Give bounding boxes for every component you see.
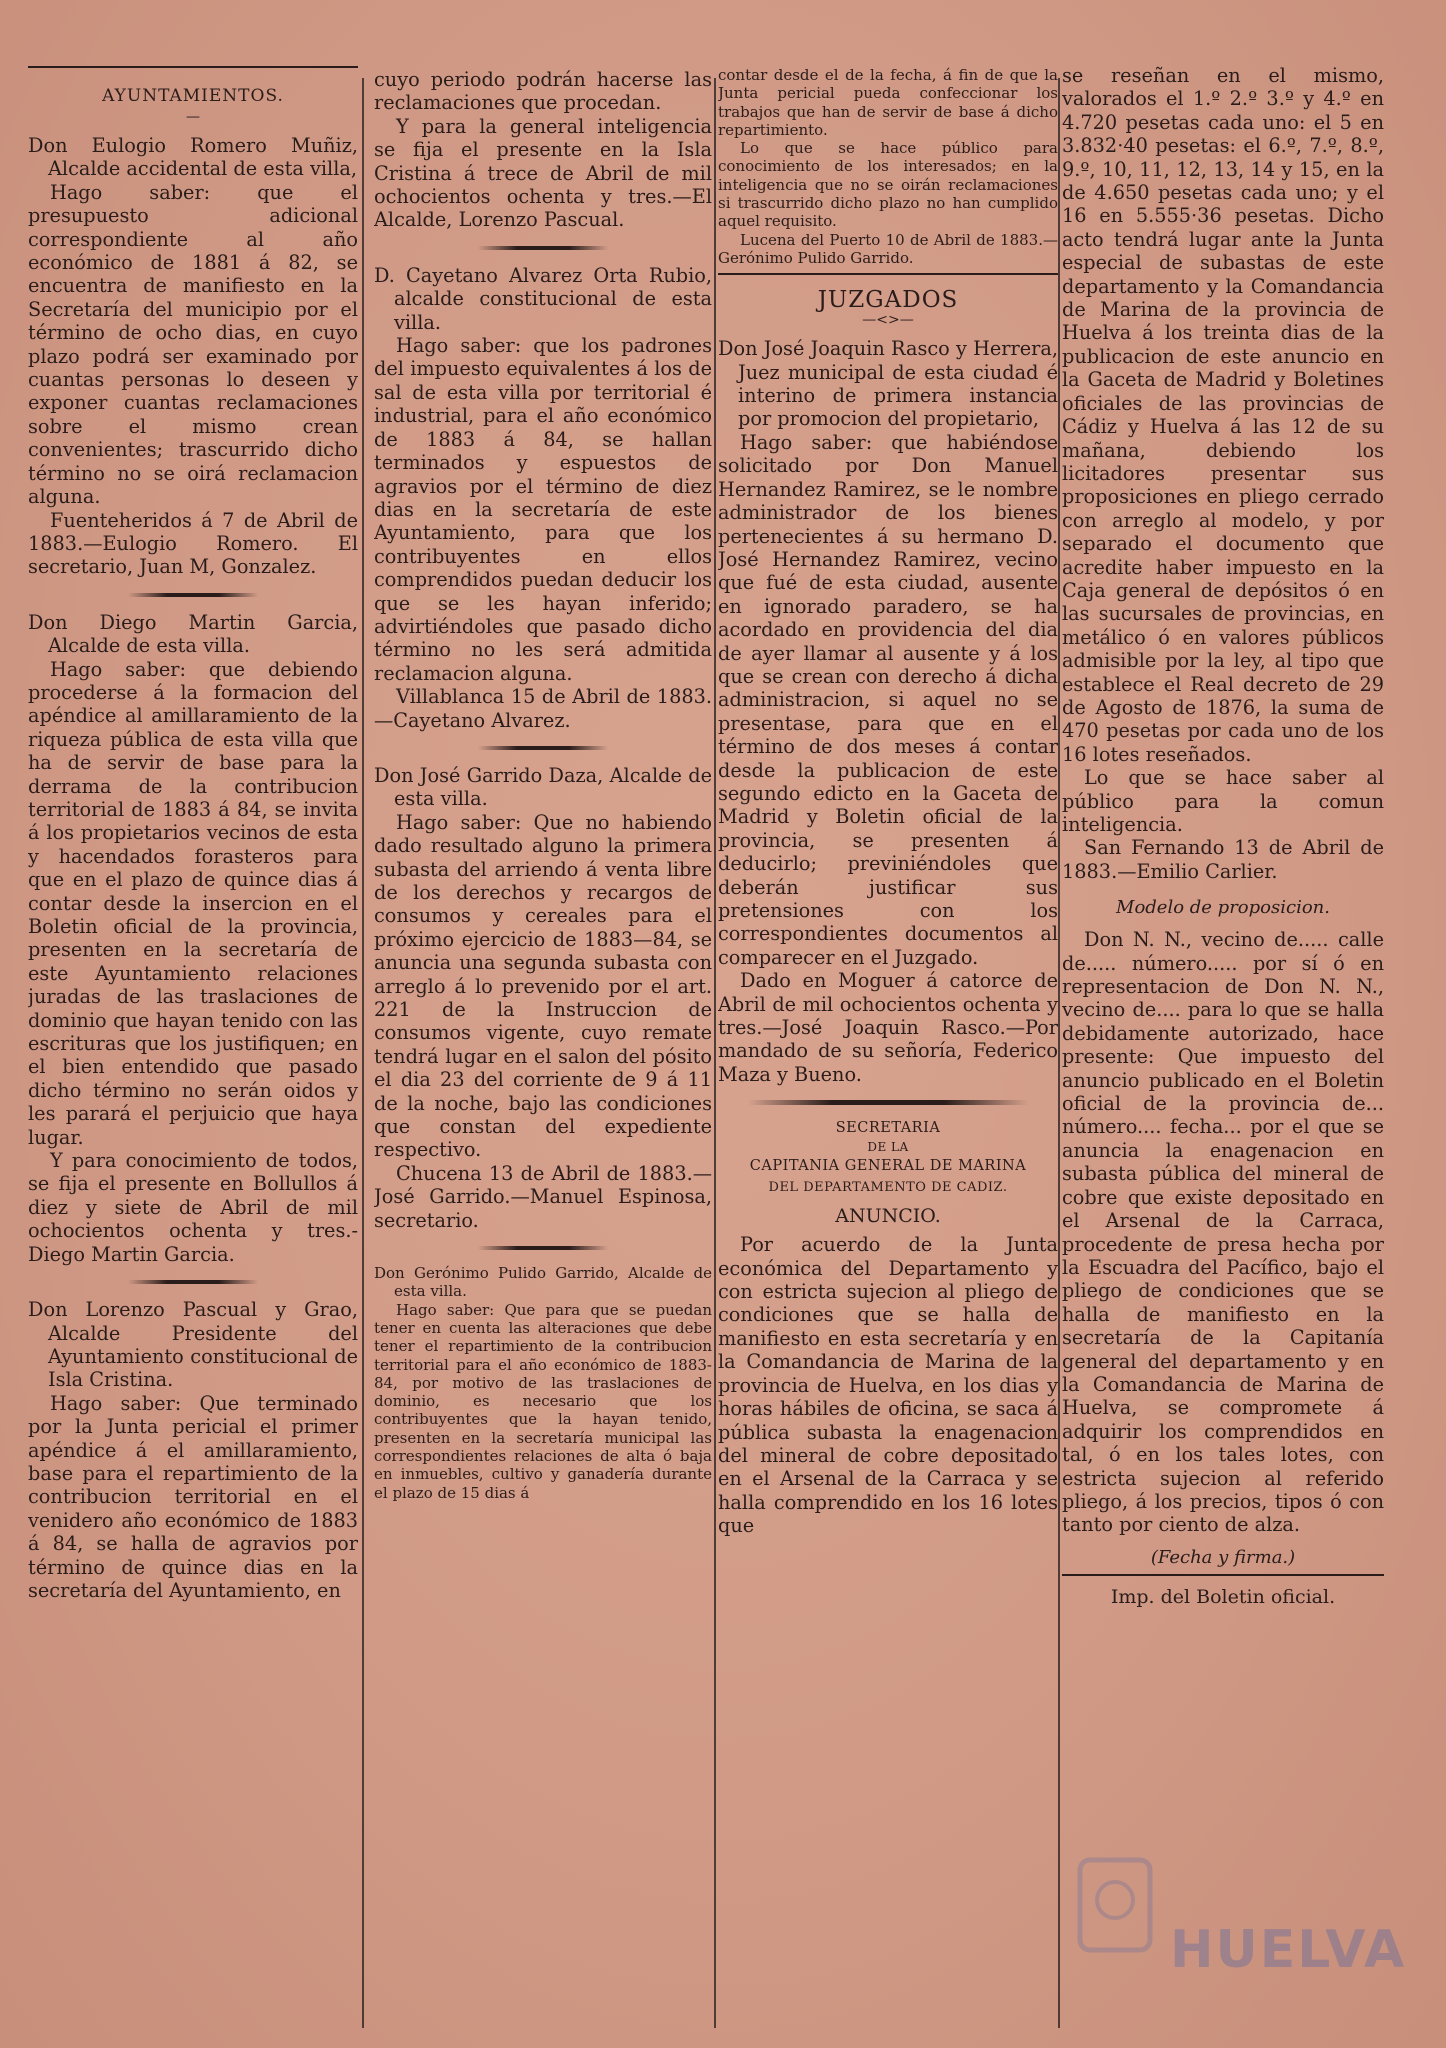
section-dash: — [186, 109, 200, 125]
article-paragraph: Lo que se hace saber al público para la comun inteligencia. [1062, 766, 1384, 836]
article-paragraph: Hago saber: que debiendo procederse á la formacion del apéndice al amillaramiento de la riqueza pública de esta villa que ha de servir de base para la derrama de la contribucion territorial de 1883 á 84, se invita á los propietarios vecinos de esta y hacendados forasteros para que en el plazo de quince dias á contar desde la insercion en el Boletin oficial de la provincia, presenten en la secretaría de este Ayuntamiento relaciones juradas de las traslaciones de dominio que hayan tenido con las escrituras que los justifiquen; en el bien entendido que pasado dicho término no serán oidos y les parará el perjuicio que haya lugar. [28, 657, 358, 1149]
article-signature: Lucena del Puerto 10 de Abril de 1883.—Gerónimo Pulido Garrido. [718, 230, 1058, 267]
article-paragraph: Don N. N., vecino de..... calle de..... número..... por sí ó en representacion de Don N. N., vecino de.... para lo que se halla debidamente autorizado, hace presente: Que impuesto del anuncio publicado en el Boletin oficial de la provincia de... número.... fecha... por el que se anuncia la enagenacion en subasta pública del mineral de cobre que existe depositado en el Arsenal de la Carraca, procedente de presa hecha por la Escuadra del Pacífico, bajo el pliego de condiciones que se halla de manifiesto en la secretaría de la Capitanía general del departamento y en la Comandancia de Marina de Huelva, se compromete á adquirir los comprendidos en tal, ó en los tales lotes, con estricta sujecion al referido pliego, á los precios, tipos ó con tanto por ciento de alza. [1062, 928, 1384, 1537]
section-title-ayuntamientos: AYUNTAMIENTOS. [102, 86, 284, 106]
secretaria-line: SECRETARIA [835, 1120, 941, 1137]
column-3 [718, 60, 1058, 2020]
article-anuncio-cont [1062, 64, 1384, 883]
article-paragraph: Hago saber: que habiéndose solicitado por Don Manuel Hernandez Ramirez, se le nombre administrador de los bienes pertenecientes á su hermano D. José Hernandez Ramirez, vecino que fué de esta ciudad, ausente en ignorado paradero, se ha acordado en providencia del dia de ayer llamar al ausente y á los que se crean con derecho á dicha administracion, si aquel no se presentase, para que en el término de dos meses á contar desde la publicacion de este segundo edicto en la Gaceta de Madrid y Boletin oficial de la provincia, se presenten á deducirlo; previniéndoles que deberán justificar sus pretensiones con los correspondientes documentos al comparecer en el Juzgado. [718, 430, 1058, 969]
separator-ornament [478, 1246, 608, 1250]
top-rule [28, 66, 358, 68]
article-heading: Don Lorenzo Pascual y Grao, Alcalde Presidente del Ayuntamiento constitucional de Isla Cristina. [28, 1298, 358, 1392]
article-paragraph: Hago saber: Que terminado por la Junta pericial el primer apéndice á el amillaramiento, base para el repartimiento de la contribucion territorial en el venidero año económico de 1883 á 84, se halla de agravios por término de quince dias en la secretaría del Ayuntamiento, en [28, 1391, 358, 1602]
article-continuation: contar desde el de la fecha, á fin de que la Junta pericial pueda confeccionar los trabajos que han de servir de base á dicho repartimiento. [718, 66, 1058, 139]
section-dash: —<>— [862, 312, 914, 329]
article-lucena-cont [718, 66, 1058, 267]
modelo-title: Modelo de proposicion. [1116, 897, 1330, 919]
separator-ornament [478, 746, 608, 750]
article-chucena [374, 764, 712, 1232]
article-heading: Don José Joaquin Rasco y Herrera, Juez municipal de esta ciudad é interino de primera instancia por promocion del propietario, [718, 337, 1058, 431]
article-isla-cristina [28, 1298, 358, 1602]
column-2 [374, 60, 712, 2020]
secretaria-line: CAPITANIA GENERAL DE MARINA [749, 1158, 1027, 1175]
article-paragraph: Hago saber: Que para que se puedan tener en cuenta las alteraciones que debe tener el repartimiento de la contribucion territorial para el año económico de 1883-84, por motivo de las traslaciones de dominio, es necesario que los contribuyentes que la hayan tenido, presenten en la secretaría municipal las correspondientes relaciones de alta ó baja en inmuebles, cultivo y ganadería durante el plazo de 15 dias á [374, 1300, 712, 1502]
article-lucena [374, 1264, 712, 1502]
secretaria-line: DEL DEPARTAMENTO DE CADIZ. [768, 1180, 1008, 1196]
separator-ornament [128, 1280, 258, 1284]
article-bollullos [28, 611, 358, 1266]
article-heading: Don José Garrido Daza, Alcalde de esta villa. [374, 763, 712, 811]
separator-ornament [478, 246, 608, 250]
separator-ornament [748, 1100, 1028, 1105]
separator-ornament [128, 593, 258, 597]
column-4 [1062, 60, 1384, 2020]
article-paragraph: Hago saber: que el presupuesto adicional correspondiente al año económico de 1881 á 82, se encuentra de manifiesto en la Secretaría del municipio por el término de ocho dias, en cuyo plazo podrá ser examinado por cuantas personas lo deseen y exponer cuantas reclamaciones sobre el mismo crean convenientes; trascurrido dicho término no se oirá reclamacion alguna. [28, 180, 358, 509]
section-rule [718, 273, 1058, 275]
article-modelo [1062, 928, 1384, 1537]
article-signature: Chucena 13 de Abril de 1883.—José Garrido.—Manuel Espinosa, secretario. [374, 1161, 712, 1232]
article-paragraph: Hago saber: que los padrones del impuesto equivalentes á los de sal de esta villa por territorial é industrial, para el año económico de 1883 á 84, se hallan terminados y espuestos de agravios por el término de diez dias en la secretaría de este Ayuntamiento, para que los contribuyentes en ellos comprendidos puedan deducir los que se les hayan inferido; advirtiéndoles que pasado dicho término no les será admitida reclamacion alguna. [374, 334, 712, 685]
column-1 [28, 60, 358, 2020]
article-villablanca [374, 264, 712, 732]
column-rule [362, 78, 364, 2028]
article-moguer [718, 337, 1058, 1086]
article-signature: Y para conocimiento de todos, se fija el presente en Bollullos á diez y siete de Abril de mil ochocientos ochenta y tres.-Diego Martin Garcia. [28, 1149, 358, 1266]
article-signature: Villablanca 15 de Abril de 1883.—Cayetano Alvarez. [374, 685, 712, 732]
article-paragraph: Por acuerdo de la Junta económica del Departamento y con estricta sujecion al pliego de condiciones que se halla de manifiesto en esta secretaría y en la Comandancia de Marina de la provincia de Huelva, en los dias y horas hábiles de oficina, se saca á pública subasta la enagenacion del mineral de cobre depositado en el Arsenal de la Carraca y se halla comprendido en los 16 lotes que [718, 1233, 1058, 1538]
footer-rule [1062, 1574, 1384, 1576]
fecha-y-firma: (Fecha y firma.) [1150, 1546, 1296, 1568]
article-signature: Fuenteheridos á 7 de Abril de 1883.—Eulogio Romero. El secretario, Juan M, Gonzalez. [28, 508, 358, 579]
article-continuation: cuyo periodo podrán hacerse las reclamaciones que procedan. [374, 68, 712, 115]
section-title-juzgados: JUZGADOS [817, 287, 959, 314]
article-heading: Don Diego Martin Garcia, Alcalde de esta villa. [28, 610, 358, 658]
article-signature: Dado en Moguer á catorce de Abril de mil ochocientos ochenta y tres.—José Joaquin Rasco.—Por mandado de su señoría, Federico Maza y Bueno. [718, 969, 1058, 1086]
column-rule [1058, 78, 1060, 2028]
column-rule [714, 78, 716, 2028]
imprenta-footer: Imp. del Boletin oficial. [1110, 1585, 1336, 1608]
article-heading: Don Gerónimo Pulido Garrido, Alcalde de esta villa. [374, 1264, 712, 1301]
article-signature: Y para la general inteligencia se fija el presente en la Isla Cristina á trece de Abril de mil ochocientos ochenta y tres.—El Alcalde, Lorenzo Pascual. [374, 114, 712, 232]
anuncio-title: ANUNCIO. [835, 1205, 941, 1228]
article-continuation: se reseñan en el mismo, valorados el 1.º 2.º 3.º y 4.º en 4.720 pesetas cada uno: el 5 en 3.832·40 pesetas: el 6.º, 7.º, 8.º, 9.º, 10, 11, 12, 13, 14 y 15, en la de 4.650 pesetas cada uno; y el 16 en 5.555·36 pesetas. Dicho acto tendrá lugar ante la Junta especial de subastas de este departamento y la Comandancia de Marina de la provincia de Huelva á los treinta dias de la publicacion de este anuncio en la Gaceta de Madrid y Boletines oficiales de las provincias de Cádiz y Huelva á las 12 de su mañana, debiendo los licitadores presentar sus proposiciones en pliego cerrado con arreglo al modelo, y por separado el documento que acredite haber impuesto en la Caja general de depósitos ó en las sucursales de provincias, en metálico ó en valores públicos admisible por la ley, al tipo que establece el Real decreto de 29 de Agosto de 1876, la suma de 470 pesetas por cada uno de los 16 lotes reseñados. [1062, 64, 1384, 766]
article-signature: San Fernando 13 de Abril de 1883.—Emilio Carlier. [1062, 836, 1384, 883]
article-paragraph: Hago saber: Que no habiendo dado resultado alguno la primera subasta del arriendo á venta libre de los derechos y recargos de consumos y cereales para el próximo ejercicio de 1883—84, se anuncia una segunda subasta con arreglo á lo prevenido por el art. 221 de la Instruccion de consumos vigente, cuyo remate tendrá lugar en el salon del pósito el dia 23 del corriente de 9 á 11 de la noche, bajo las condiciones que constan del expediente respectivo. [374, 810, 712, 1162]
article-paragraph: Lo que se hace público para conocimiento de los interesados; en la inteligencia que no se oirán reclamaciones si trascurrido dicho plazo no han cumplido aquel requisito. [718, 139, 1058, 231]
article-isla-cristina-cont [374, 68, 712, 232]
article-heading: D. Cayetano Alvarez Orta Rubio, alcalde constitucional de esta villa. [374, 263, 712, 334]
watermark-text: HUELVA [1170, 1920, 1407, 1980]
secretaria-line: DE LA [867, 1140, 909, 1155]
article-anuncio [718, 1233, 1058, 1537]
article-heading: Don Eulogio Romero Muñiz, Alcalde accidental de esta villa, [28, 134, 358, 181]
article-fuenteheridos [28, 134, 358, 579]
